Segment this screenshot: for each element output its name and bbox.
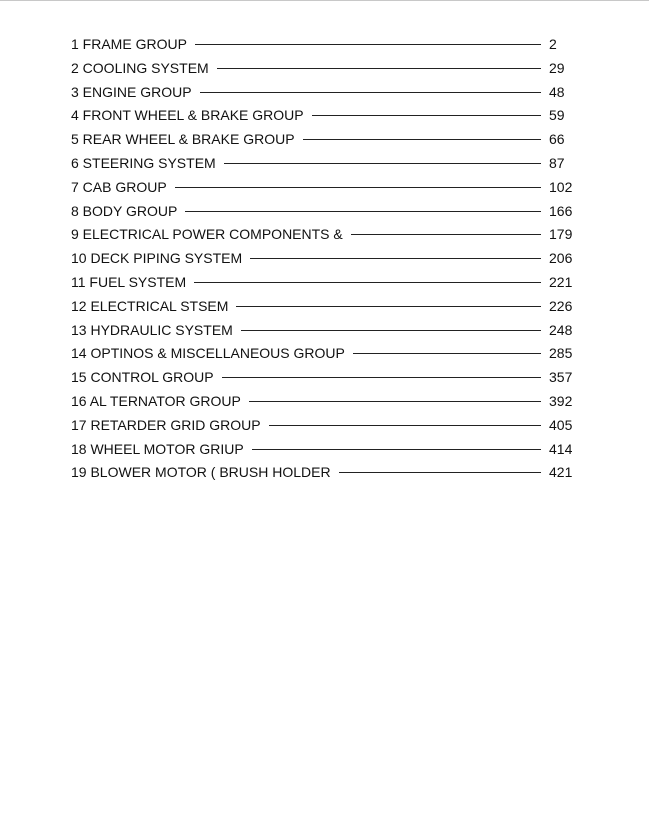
toc-entry-page: 405	[549, 416, 573, 433]
toc-entry-title: 10 DECK PIPING SYSTEM	[71, 250, 243, 267]
toc-leader-line	[200, 92, 541, 93]
toc-entry-title: 17 RETARDER GRID GROUP	[71, 416, 261, 433]
toc-leader-line	[252, 449, 541, 450]
toc-entry-page: 66	[549, 131, 565, 148]
toc-leader-line	[249, 401, 541, 402]
toc-leader-line	[241, 330, 541, 331]
toc-entry-title: 9 ELECTRICAL POWER COMPONENTS &	[71, 226, 343, 243]
toc-entry-page: 206	[549, 250, 573, 267]
toc-entry-retarder-grid-group[interactable]	[71, 416, 579, 440]
toc-entry-blower-motor-brush-holder[interactable]	[71, 463, 579, 487]
toc-entry-wheel-motor-group[interactable]	[71, 440, 579, 464]
toc-leader-line	[185, 211, 541, 212]
toc-entry-hydraulic-system[interactable]	[71, 321, 579, 345]
toc-leader-line	[222, 377, 541, 378]
toc-entry-page: 87	[549, 154, 565, 171]
toc-leader-line	[217, 68, 541, 69]
toc-entry-title: 16 AL TERNATOR GROUP	[71, 392, 241, 409]
toc-entry-title: 2 COOLING SYSTEM	[71, 59, 209, 76]
toc-entry-page: 285	[549, 345, 573, 362]
toc-leader-line	[339, 472, 541, 473]
toc-entry-title: 7 CAB GROUP	[71, 178, 167, 195]
toc-entry-page: 59	[549, 107, 565, 124]
toc-leader-line	[312, 115, 541, 116]
toc-leader-line	[224, 163, 541, 164]
toc-entry-title: 12 ELECTRICAL STSEM	[71, 297, 229, 314]
toc-leader-line	[236, 306, 541, 307]
toc-entry-alternator-group[interactable]	[71, 392, 579, 416]
toc-entry-cab-group[interactable]	[71, 178, 579, 202]
toc-entry-electrical-system[interactable]	[71, 297, 579, 321]
toc-entry-title: 13 HYDRAULIC SYSTEM	[71, 321, 233, 338]
toc-entry-title: 15 CONTROL GROUP	[71, 369, 214, 386]
toc-entry-title: 4 FRONT WHEEL & BRAKE GROUP	[71, 107, 304, 124]
toc-entry-title: 3 ENGINE GROUP	[71, 83, 192, 100]
toc-entry-title: 11 FUEL SYSTEM	[71, 273, 187, 290]
toc-entry-page: 29	[549, 59, 565, 76]
toc-leader-line	[353, 353, 541, 354]
toc-entry-page: 166	[549, 202, 573, 219]
table-of-contents	[71, 35, 579, 487]
toc-entry-page: 102	[549, 178, 573, 195]
toc-entry-title: 8 BODY GROUP	[71, 202, 178, 219]
toc-leader-line	[250, 258, 541, 259]
toc-leader-line	[195, 44, 541, 45]
toc-entry-control-group[interactable]	[71, 368, 579, 392]
toc-entry-page: 414	[549, 440, 573, 457]
toc-leader-line	[175, 187, 541, 188]
toc-leader-line	[269, 425, 541, 426]
toc-leader-line	[351, 234, 541, 235]
toc-leader-line	[194, 282, 541, 283]
toc-entry-body-group[interactable]	[71, 202, 579, 226]
toc-leader-line	[303, 139, 541, 140]
toc-entry-page: 2	[549, 36, 557, 52]
toc-entry-fuel-system[interactable]	[71, 273, 579, 297]
toc-entry-page: 179	[549, 226, 573, 243]
toc-entry-deck-piping-system[interactable]	[71, 249, 579, 273]
toc-entry-page: 421	[549, 464, 573, 481]
toc-entry-page: 226	[549, 297, 573, 314]
toc-entry-engine-group[interactable]	[71, 83, 579, 107]
toc-entry-title: 5 REAR WHEEL & BRAKE GROUP	[71, 131, 295, 148]
page-top-border	[0, 0, 649, 1]
toc-entry-options-miscellaneous-group[interactable]	[71, 344, 579, 368]
toc-entry-front-wheel-brake-group[interactable]	[71, 106, 579, 130]
toc-entry-rear-wheel-brake-group[interactable]	[71, 130, 579, 154]
toc-entry-page: 392	[549, 392, 573, 409]
toc-entry-title: 18 WHEEL MOTOR GRIUP	[71, 440, 244, 457]
toc-entry-steering-system[interactable]	[71, 154, 579, 178]
toc-entry-title: 6 STEERING SYSTEM	[71, 154, 216, 171]
toc-entry-title: 14 OPTINOS & MISCELLANEOUS GROUP	[71, 345, 345, 362]
toc-entry-title: 1 FRAME GROUP	[71, 36, 187, 52]
toc-entry-title: 19 BLOWER MOTOR ( BRUSH HOLDER	[71, 464, 331, 481]
toc-entry-page: 48	[549, 83, 565, 100]
toc-entry-page: 248	[549, 321, 573, 338]
toc-entry-cooling-system[interactable]	[71, 59, 579, 83]
toc-entry-electrical-power-components[interactable]	[71, 225, 579, 249]
toc-entry-page: 357	[549, 369, 573, 386]
toc-entry-frame-group[interactable]	[71, 35, 579, 59]
toc-entry-page: 221	[549, 273, 573, 290]
